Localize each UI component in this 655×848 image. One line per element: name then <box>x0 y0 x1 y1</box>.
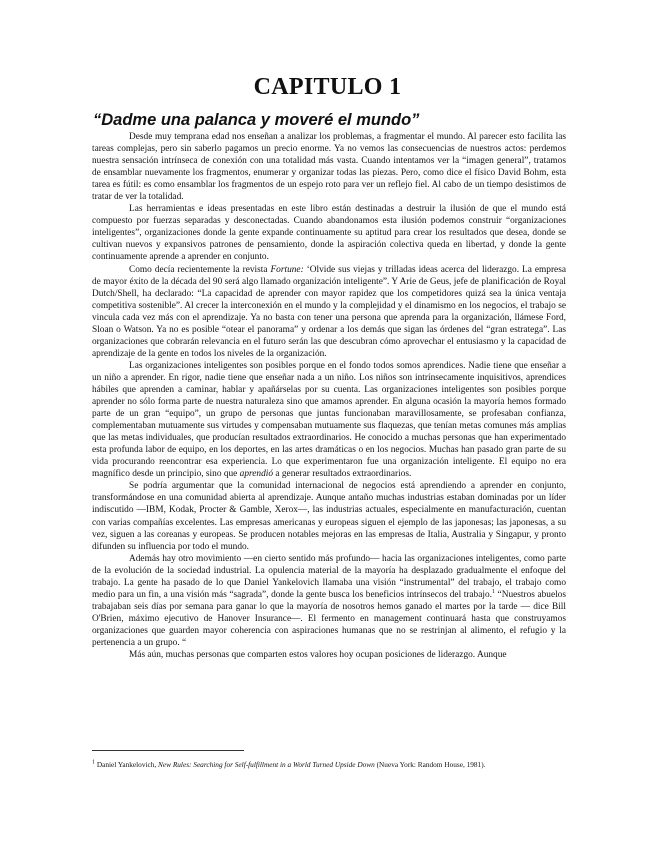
emphasized-word: aprendió <box>239 469 274 480</box>
paragraph-5: Se podría argumentar que la comunidad internacional de negocios está aprendiendo a aprender en conjunto, transformándose en una comunidad abierta al aprendizaje. Aunque antaño muchas industrias estaban dominadas por un líder indiscutido —IBM, Kodak, Procter & Gamble, Xerox—, las industrias actuales, especialmente en manufacturación, cuentan con varias compañías excelentes. Las empresas americanas y europeas siguen el ejemplo de las japonesas; las japonesas, a su vez, siguen a las coreanas y europeas. Se producen notables mejoras en las empresas de Italia, Australia y Singapur, y pronto difunden su influencia por todo el mundo. <box>92 481 566 552</box>
footnote <box>92 760 572 770</box>
paragraph-4-text-b: a generar resultados extraordinarios. <box>273 469 412 480</box>
footnote-book-title: New Rules: Searching for Self-fulfillment in a World Turned Upside Down <box>158 760 375 769</box>
paragraph-3-text-a: Como decía recientemente la revista <box>129 264 271 275</box>
paragraph-2: Las herramientas e ideas presentadas en este libro están destinadas a destruir la ilusión de que el mundo está compuesto por fuerzas separadas y desconectadas. Cuando abandonamos esta ilusión podemos construir “organizaciones inteligentes”, organizaciones donde la gente expande continuamente su aptitud para crear los resultados que desea, donde se cultivan nuevos y expansivos patrones de pensamiento, donde la aspiración colectiva queda en libertad, y donde la gente continuamente aprende a aprender en conjunto. <box>92 204 566 263</box>
body-text <box>92 131 566 661</box>
paragraph-3-text-b: ‘Olvide sus viejas y trilladas ideas acerca del liderazgo. La empresa de mayor éxito de la década del 90 será algo llamado organización inteligente”. Y Arie de Geus, jefe de planificación de Royal Dutch/Shell, ha declarado: “La capacidad de aprender con mayor rapidez que los competidores quizá sea la única ventaja competitiva sostenible”. Al crecer la interconexión en el mundo y la complejidad y el dinamismo en los negocios, el trabajo se vincula cada vez más con el aprendizaje. Ya no basta con tener una persona que aprenda para la organización, llámese Ford, Sloan o Watson. Ya no es posible “otear el panorama” y ordenar a los demás que sigan las órdenes del “gran estratega”. Las organizaciones que cobrarán relevancia en el futuro serán las que descubran cómo aprovechar el entusiasmo y la capacidad de aprendizaje de la gente en todos los niveles de la organización. <box>92 264 566 359</box>
footnote-reference[interactable]: 1 <box>492 588 495 595</box>
paragraph-1: Desde muy temprana edad nos enseñan a analizar los problemas, a fragmentar el mundo. Al parecer esto facilita las tareas complejas, pero sin saberlo pagamos un precio enorme. Ya no vemos las consecuencias de nuestros actos: perdemos nuestra sensación intrínseca de conexión con una totalidad más vasta. Cuando intentamos ver la “imagen general”, tratamos de ensamblar nuevamente los fragmentos, enumerar y organizar todas las piezas. Pero, como dice el físico David Bohm, esta tarea es fútil: es como ensamblar los fragmentos de un espejo roto para ver un reflejo fiel. Al cabo de un tiempo desistimos de tratar de ver la totalidad. <box>92 132 566 203</box>
footnote-author: Daniel Yankelovich, <box>95 760 159 769</box>
chapter-subtitle: “Dadme una palanca y moveré el mundo” <box>93 111 420 129</box>
paragraph-6 <box>92 553 566 649</box>
paragraph-4-text-a: Las organizaciones inteligentes son posibles porque en el fondo todos somos aprendices. Nadie tiene que enseñar a un niño a aprender. En rigor, nadie tiene que enseñar nada a un niño. Los niños son intrínsecamente inquisitivos, aprendices hábiles que aprenden a caminar, hablar y apañárselas por su cuenta. Las organizaciones inteligentes son posibles porque aprender no sólo forma parte de nuestra naturaleza sino que amamos aprender. En alguna ocasión la mayoría hemos formado parte de un gran “equipo”, un grupo de personas que juntas funcionaban maravillosamente, se profesaban confianza, complementaban mutuamente sus virtudes y compensaban mutuamente sus flaquezas, que tenían metas comunes más amplias que las metas individuales, que producían resultados extraordinarios. He conocido a muchas personas que han experimentado esta profunda labor de equipo, en los deportes, en las artes dramáticas o en los negocios. Muchas han pasado gran parte de su vida procurando reencontrar esa experiencia. Lo que experimentaron fue una organización inteligente. El equipo no era magnífico desde un principio, sino que <box>92 360 566 480</box>
paragraph-7: Más aún, muchas personas que comparten estos valores hoy ocupan posiciones de liderazgo. Aunque <box>129 650 507 661</box>
paragraph-6-text-a: Además hay otro movimiento —en cierto sentido más profundo— hacia las organizaciones inteligentes, como parte de la evolución de la sociedad industrial. La opulencia material de la mayoría ha desplazado gradualmente el enfoque del trabajo. La gente ha pasado de lo que Daniel Yankelovich llamaba una visión “instrumental” del trabajo, el trabajo como medio para un fin, a una visión más “sagrada”, donde la gente busca los beneficios intrínsecos del trabajo. <box>92 553 566 600</box>
footnote-publisher: (Nueva York: Random House, 1981). <box>374 760 486 769</box>
paragraph-4 <box>92 360 566 480</box>
paragraph-3 <box>92 264 566 360</box>
magazine-name: Fortune: <box>270 264 304 275</box>
footnote-mark: 1 <box>92 759 95 766</box>
paragraph-6-text-b: “Nuestros abuelos trabajaban seis días por semana para ganar lo que la mayoría de nosotros hemos ganado el martes por la tarde — dice Bill O'Brien, máximo ejecutivo de Hanover Insurance—. El fermento en management continuará hasta que construyamos organizaciones que guarden mayor coherencia con aspiraciones humanas que no se restrinjan al alimento, el refugio y la pertenencia a un grupo. “ <box>92 589 566 648</box>
chapter-title: CAPITULO 1 <box>253 74 402 100</box>
footnote-divider <box>92 750 244 751</box>
